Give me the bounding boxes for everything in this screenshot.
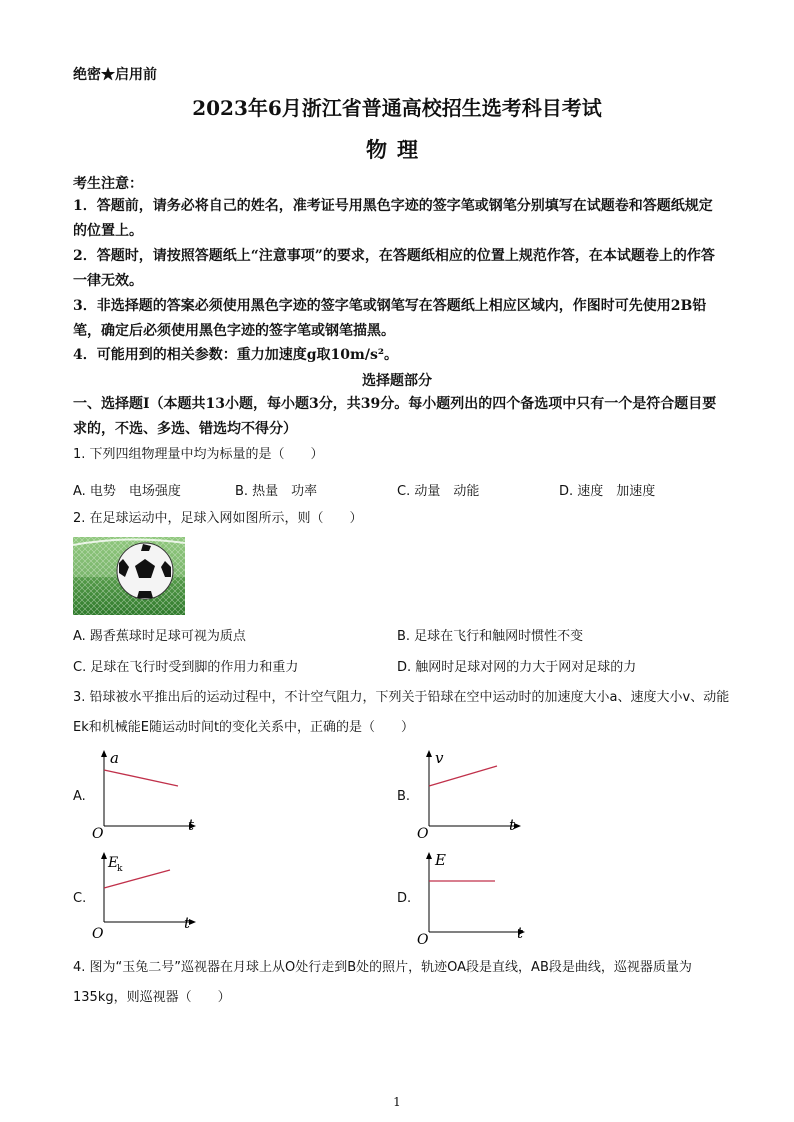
q2-option-c: C. 足球在飞行时受到脚的作用力和重力 <box>73 660 299 675</box>
x-axis-label: t <box>184 914 191 932</box>
note-item-2: 2．答题时，请按照答题纸上“注意事项”的要求，在答题纸相应的位置上规范作答，在本试题卷上的作答一律无效。 <box>73 248 715 289</box>
x-axis-label: t <box>517 924 524 942</box>
q1-option-d: D. 速度 加速度 <box>559 484 656 499</box>
origin-label: O <box>417 932 429 946</box>
q2-option-d: D. 触网时足球对网的力大于网对足球的力 <box>397 660 637 675</box>
graph-line <box>104 870 170 888</box>
y-axis-label: v <box>435 749 444 767</box>
q2-stem: 2. 在足球运动中，足球入网如图所示，则（ ） <box>73 511 363 526</box>
graph-line <box>104 770 178 786</box>
q3-option-d-label: D. <box>397 891 412 906</box>
page-number: 1 <box>393 1095 401 1109</box>
secret-label: 绝密★启用前 <box>73 67 157 83</box>
part1-instructions: 一、选择题Ⅰ（本题共13小题，每小题3分，共39分。每小题列出的四个备选项中只有一个是符合题目要求的，不选、多选、错选均不得分） <box>73 396 717 437</box>
note-item-3: 3．非选择题的答案必须使用黑色字迹的签字笔或钢笔写在答题纸上相应区域内，作图时可先使用2B铅笔，确定后必须使用黑色字迹的签字笔或钢笔描黑。 <box>73 298 707 339</box>
x-axis-label: t <box>509 816 516 834</box>
notes-heading: 考生注意： <box>73 176 143 192</box>
q4-stem: 4. 图为“玉兔二号”巡视器在月球上从O处行走到B处的照片，轨迹OA段是直线，AB段是曲线，巡视器质量为135kg，则巡视器（ ） <box>73 960 692 1005</box>
q3-option-a-label: A. <box>73 789 86 804</box>
subject-title: 物理 <box>366 137 428 162</box>
origin-label: O <box>417 826 429 840</box>
y-axis-label: a <box>110 749 119 767</box>
x-axis-label: t <box>188 816 195 834</box>
q3-option-b-label: B. <box>397 789 411 804</box>
q2-option-b: B. 足球在飞行和触网时惯性不变 <box>397 629 584 644</box>
origin-label: O <box>92 926 104 942</box>
q1-option-a: A. 电势 电场强度 <box>73 484 181 499</box>
graph-line <box>429 766 497 786</box>
soccer-photo <box>73 537 185 615</box>
q3-option-c-label: C. <box>73 891 87 906</box>
q1-option-b: B. 热量 功率 <box>235 484 318 499</box>
section-title: 选择题部分 <box>362 373 432 389</box>
q3-graph-a <box>88 748 208 844</box>
note-item-1: 1．答题前，请务必将自己的姓名，准考证号用黑色字迹的签字笔或钢笔分别填写在试题卷和答题纸规定的位置上。 <box>73 198 713 239</box>
q3-graph-d <box>413 850 533 950</box>
q3-graph-b <box>413 748 533 844</box>
q3-stem: 3. 铅球被水平推出后的运动过程中，不计空气阻力，下列关于铅球在空中运动时的加速度大小a、速度大小v、动能Ek和机械能E随运动时间t的变化关系中，正确的是（ ） <box>73 690 730 735</box>
exam-title: 2023年6月浙江省普通高校招生选考科目考试 <box>192 96 602 120</box>
q1-stem: 1. 下列四组物理量中均为标量的是（ ） <box>73 447 324 462</box>
y-axis-label: E <box>108 855 119 871</box>
origin-label: O <box>92 826 104 840</box>
note-item-4: 4．可能用到的相关参数：重力加速度g取10m/s²。 <box>73 347 398 363</box>
q3-graph-c <box>88 850 208 946</box>
q2-option-a: A. 踢香蕉球时足球可视为质点 <box>73 629 246 644</box>
q1-option-c: C. 动量 动能 <box>397 484 480 499</box>
y-axis-label: E <box>435 851 446 869</box>
y-axis-subscript: k <box>117 864 123 874</box>
